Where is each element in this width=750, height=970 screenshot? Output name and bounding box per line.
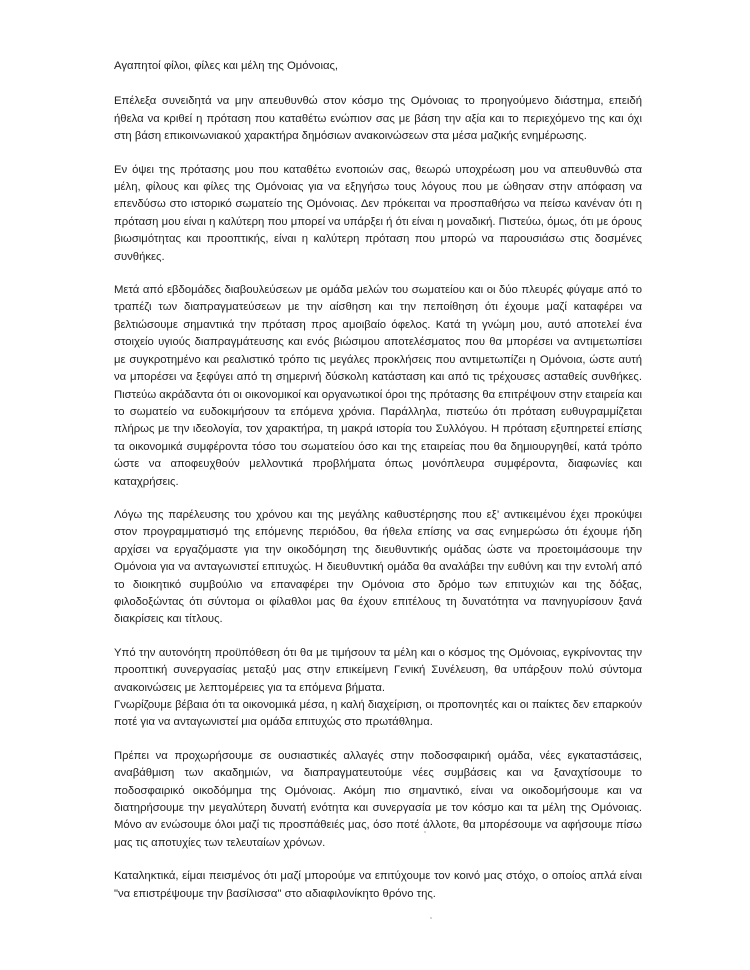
paragraph-changes: Πρέπει να προχωρήσουμε σε ουσιαστικές αλλαγές στην ποδοσφαιρική ομάδα, νέες εγκαταστάσεις, αναβάθμιση των ακαδημιών, να διαπραγματευτούμε νέες συμβάσεις και να ξαναχτίσουμε το ποδοσφαιρικό οικοδόμημα της Ομόνοιας. Ακόμη πιο σημαντικό, είναι να οικοδομήσουμε και να διατηρήσουμε την μεγαλύτερη δυνατή ενότητα και συνεργασία με τον κόσμο και τα μέλη της Ομόνοιας. Μόνο αν ενώσουμε όλοι μαζί τις προσπάθειές μας, όσο ποτέ άλλοτε, θα μπορέσουμε να αφήσουμε πίσω μας τις αποτυχίες των τελευταίων χρόνων.	[114, 749, 642, 849]
paragraph-purpose: Εν όψει της πρότασης μου που καταθέτω ενοποιών σας, θεωρώ υποχρέωση μου να απευθυνθώ στα μέλη, φίλους και φίλες της Ομόνοιας για να εξηγήσω τους λόγους που με ώθησαν στην απόφαση να επενδύσω στο ιστορικό σωματείο της Ομόνοιας. Δεν πρόκειται να προσπαθήσω να πείσω κανέναν ότι η πρόταση μου είναι η καλύτερη που μπορεί να υπάρξει ή ότι είναι η μοναδική. Πιστεύω, όμως, ότι με όρους βιωσιμότητας και προοπτικής, είναι η καλύτερη πρόταση που μπορώ να παρουσιάσω στις δοσμένες συνθήκες.	[114, 163, 642, 263]
paragraph-resources: Γνωρίζουμε βέβαια ότι τα οικονομικά μέσα, η καλή διαχείριση, οι προπονητές και οι παίκτες δεν επαρκούν ποτέ για να ανταγωνιστεί μια ομάδα επιτυχώς στο πρωτάθλημα.	[114, 699, 642, 729]
letter-body	[114, 58, 642, 919]
paragraph-management-team: Λόγω της παρέλευσης του χρόνου και της μεγάλης καθυστέρησης που εξ’ αντικειμένου έχει προκύψει στον προγραμματισμό της επόμενης περιόδου, θα ήθελα επίσης να σας ενημερώσω ότι έχουμε ήδη αρχίσει να εργαζόμαστε για την οικοδόμηση της διευθυντικής ομάδας ώστε να προετοιμάσουμε την Ομόνοια για να ανταγωνιστεί επιτυχώς. Η διευθυντική ομάδα θα αναλάβει την ευθύνη και την εντολή από το διοικητικό συμβούλιο να επαναφέρει την Ομόνοια στο δρόμο των επιτυχιών και της δόξας, φιλοδοξώντας ότι σύντομα οι φίλαθλοι μας θα έχουν επιτέλους τη δυνατότητα να πανηγυρίσουν ξανά διακρίσεις και τίτλους.	[114, 508, 642, 626]
scan-speck	[424, 831, 426, 833]
scan-speck	[430, 917, 432, 919]
paragraph-opening: Επέλεξα συνειδητά να μην απευθυνθώ στον κόσμο της Ομόνοιας το προηγούμενο διάστημα, επειδή ήθελα να κριθεί η πρόταση που καταθέτω ενώπιον σας με βάση την αξία και το περιεχόμενο της και όχι στη βάση επικοινωνιακού χαρακτήρα δημόσιων ανακοινώσεων στα μέσα μαζικής ενημέρωσης.	[114, 95, 642, 143]
paragraph-general-assembly: Υπό την αυτονόητη προϋπόθεση ότι θα με τιμήσουν τα μέλη και ο κόσμος της Ομόνοιας, εγκρίνοντας την προοπτική συνεργασίας μεταξύ μας στην επικείμενη Γενική Συνέλευση, θα υπάρξουν πολύ σύντομα ανακοινώσεις με λεπτομέρειες για τα επόμενα βήματα.	[114, 646, 642, 694]
paragraph-closing: Καταληκτικά, είμαι πεισμένος ότι μαζί μπορούμε να επιτύχουμε τον κοινό μας στόχο, ο οποίος απλά είναι "να επιστρέψουμε την βασίλισσα" στο αδιαφιλονίκητο θρόνο της.	[114, 870, 642, 900]
letter-salutation: Αγαπητοί φίλοι, φίλες και μέλη της Ομόνοιας,	[114, 60, 339, 72]
paragraph-negotiations: Μετά από εβδομάδες διαβουλεύσεων με ομάδα μελών του σωματείου και οι δύο πλευρές φύγαμε από το τραπέζι των διαπραγματεύσεων με την αίσθηση και την πεποίθηση ότι έχουμε μαζί καταφέρει να βελτιώσουμε σημαντικά την πρόταση προς αμοιβαίο όφελος. Κατά τη γνώμη μου, αυτό αποτελεί ένα στοιχείο υγιούς διαπραγμάτευσης και ενός βιώσιμου αποτελέσματος που θα μπορέσει να αντιμετωπίσει με συγκροτημένο και ρεαλιστικό τρόπο τις μεγάλες προκλήσεις που αντιμετωπίζει η Ομόνοια, ώστε αυτή να μπορέσει να ξεφύγει από τη σημερινή δύσκολη κατάσταση και από τις τρέχουσες ασταθείς συνθήκες. Πιστεύω ακράδαντα ότι οι οικονομικοί και οργανωτικοί όροι της πρότασης θα επιτρέψουν στην εταιρεία και το σωματείο να ευδοκιμήσουν τα επόμενα χρόνια. Παράλληλα, πιστεύω ότι πρόταση ευθυγραμμίζεται πλήρως με την ιδεολογία, τον χαρακτήρα, τη μακρά ιστορία του Συλλόγου. Η πρόταση εξυπηρετεί επίσης τα οικονομικά συμφέροντα τόσο του σωματείου όσο και της εταιρείας που θα δημιουργηθεί, κατά τρόπο ώστε να αποφευχθούν μελλοντικά προβλήματα όπως μονόπλευρα συμφέροντα, διαφωνίες και καταχρήσεις.	[114, 284, 642, 488]
